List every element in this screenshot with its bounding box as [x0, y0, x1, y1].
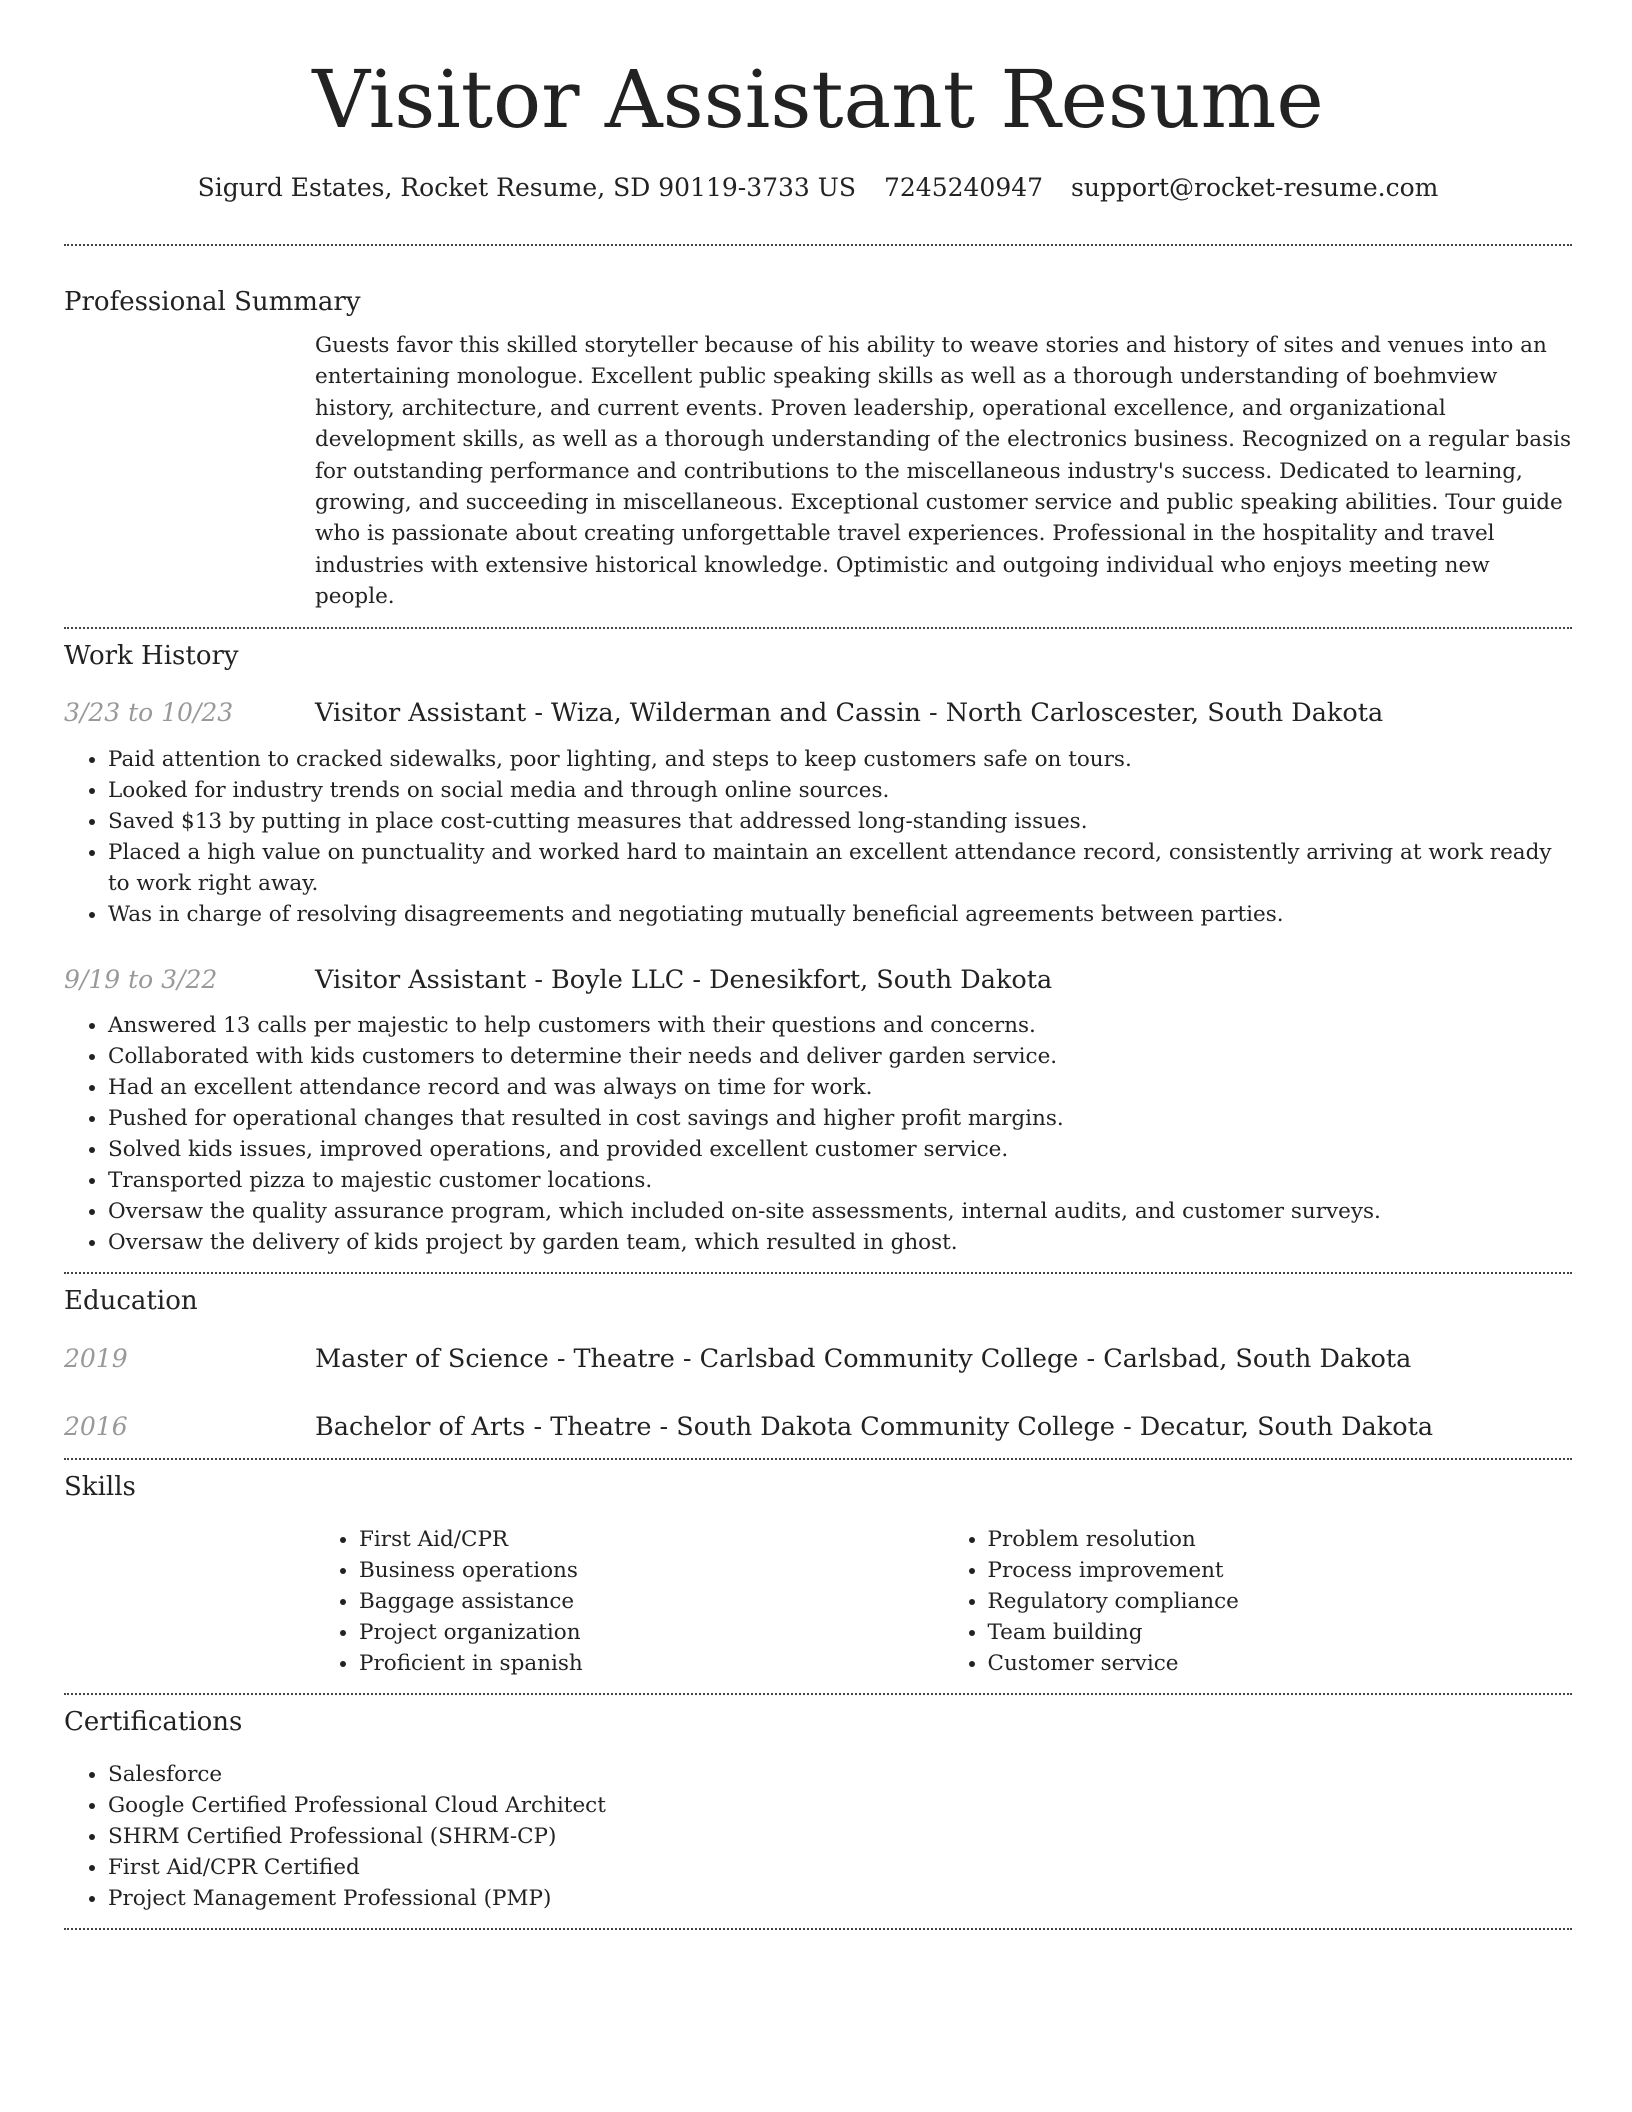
resume-title: Visitor Assistant Resume — [312, 53, 1324, 146]
education-entry — [64, 1410, 1572, 1444]
job-dates: 9/19 to 3/22 — [64, 964, 218, 994]
education-degree: Bachelor of Arts - Theatre - South Dakota Community College - Decatur, South Dakota — [315, 1411, 1434, 1442]
job-bullets — [64, 744, 1572, 930]
list-item: • Problem resolution — [988, 1524, 1573, 1555]
education-year: 2019 — [64, 1343, 128, 1373]
list-item: • Had an excellent attendance record and was always on time for work. — [108, 1072, 1572, 1103]
list-item: • Collaborated with kids customers to determine their needs and deliver garden service. — [108, 1041, 1572, 1072]
section-title-work-history: Work History — [64, 640, 239, 671]
list-item: • Proficient in spanish — [359, 1648, 944, 1679]
list-item: • Looked for industry trends on social media and through online sources. — [108, 775, 1572, 806]
list-item: • Saved $13 by putting in place cost-cutting measures that addressed long-standing issues. — [108, 806, 1572, 837]
education-entry — [64, 1342, 1572, 1376]
education-degree: Master of Science - Theatre - Carlsbad Community College - Carlsbad, South Dakota — [315, 1343, 1412, 1374]
job-entry — [64, 963, 1572, 1272]
contact-address: Sigurd Estates, Rocket Resume, SD 90119-3733 US — [197, 173, 856, 202]
skills-list-right — [944, 1524, 1573, 1679]
section-title-skills: Skills — [64, 1471, 136, 1502]
list-item: • Placed a high value on punctuality and worked hard to maintain an excellent attendance record, consistently arriving at work ready to work right away. — [108, 837, 1572, 899]
list-item: • Solved kids issues, improved operations, and provided excellent customer service. — [108, 1134, 1572, 1165]
job-bullets — [64, 1010, 1572, 1272]
list-item: • Was in charge of resolving disagreements and negotiating mutually beneficial agreements between parties. — [108, 899, 1572, 930]
list-item: • First Aid/CPR — [359, 1524, 944, 1555]
job-entry — [64, 696, 1572, 930]
list-item: • Oversaw the delivery of kids project by garden team, which resulted in ghost. — [108, 1227, 1572, 1258]
divider — [64, 1928, 1572, 1930]
list-item: • Transported pizza to majestic customer locations. — [108, 1165, 1572, 1196]
list-item: • Team building — [988, 1617, 1573, 1648]
education-section — [64, 1274, 1572, 1458]
list-item: • Answered 13 calls per majestic to help customers with their questions and concerns. — [108, 1010, 1572, 1041]
section-title-certifications: Certifications — [64, 1706, 243, 1737]
job-title: Visitor Assistant - Wiza, Wilderman and Cassin - North Carloscester, South Dakota — [315, 697, 1384, 728]
list-item: • Project Management Professional (PMP) — [108, 1883, 1572, 1914]
contact-phone: 7245240947 — [883, 173, 1044, 202]
list-item: • Project organization — [359, 1617, 944, 1648]
skills-columns — [315, 1524, 1572, 1679]
contact-email: support@rocket-resume.com — [1071, 173, 1439, 202]
list-item: • Process improvement — [988, 1555, 1573, 1586]
work-history-section — [64, 629, 1572, 1272]
resume-page — [64, 0, 1572, 1930]
list-item: • Customer service — [988, 1648, 1573, 1679]
list-item: • Baggage assistance — [359, 1586, 944, 1617]
list-item: • Oversaw the quality assurance program, which included on-site assessments, internal audits, and customer surveys. — [108, 1196, 1572, 1227]
summary-text: Guests favor this skilled storyteller because of his ability to weave stories and history of sites and venues into an entertaining monologue. Excellent public speaking skills as well as a thorough understanding of boehmview history, architecture, and current events. Proven leadership, operational excellence, and organizational development skills, as well as a thorough understanding of the electronics business. Recognized on a regular basis for outstanding performance and contributions to the miscellaneous industry's success. Dedicated to learning, growing, and succeeding in miscellaneous. Exceptional customer service and public speaking abilities. Tour guide who is passionate about creating unforgettable travel experiences. Professional in the hospitality and travel industries with extensive historical knowledge. Optimistic and outgoing individual who enjoys meeting new people. — [315, 333, 1572, 610]
section-title-summary: Professional Summary — [64, 287, 361, 317]
skills-section — [64, 1460, 1572, 1693]
list-item: • Salesforce — [108, 1759, 1572, 1790]
list-item: • Google Certified Professional Cloud Architect — [108, 1790, 1572, 1821]
list-item: • Business operations — [359, 1555, 944, 1586]
skills-list-left — [315, 1524, 944, 1679]
certifications-section — [64, 1695, 1572, 1928]
job-dates: 3/23 to 10/23 — [64, 697, 234, 727]
job-title: Visitor Assistant - Boyle LLC - Denesikfort, South Dakota — [315, 964, 1053, 995]
section-title-education: Education — [64, 1285, 198, 1316]
summary-section — [64, 246, 1572, 627]
list-item: • Regulatory compliance — [988, 1586, 1573, 1617]
list-item: • SHRM Certified Professional (SHRM-CP) — [108, 1821, 1572, 1852]
list-item: • Paid attention to cracked sidewalks, poor lighting, and steps to keep customers safe on tours. — [108, 744, 1572, 775]
education-year: 2016 — [64, 1411, 128, 1441]
list-item: • First Aid/CPR Certified — [108, 1852, 1572, 1883]
contact-line — [64, 172, 1572, 204]
list-item: • Pushed for operational changes that resulted in cost savings and higher profit margins. — [108, 1103, 1572, 1134]
certifications-list — [64, 1759, 1572, 1914]
